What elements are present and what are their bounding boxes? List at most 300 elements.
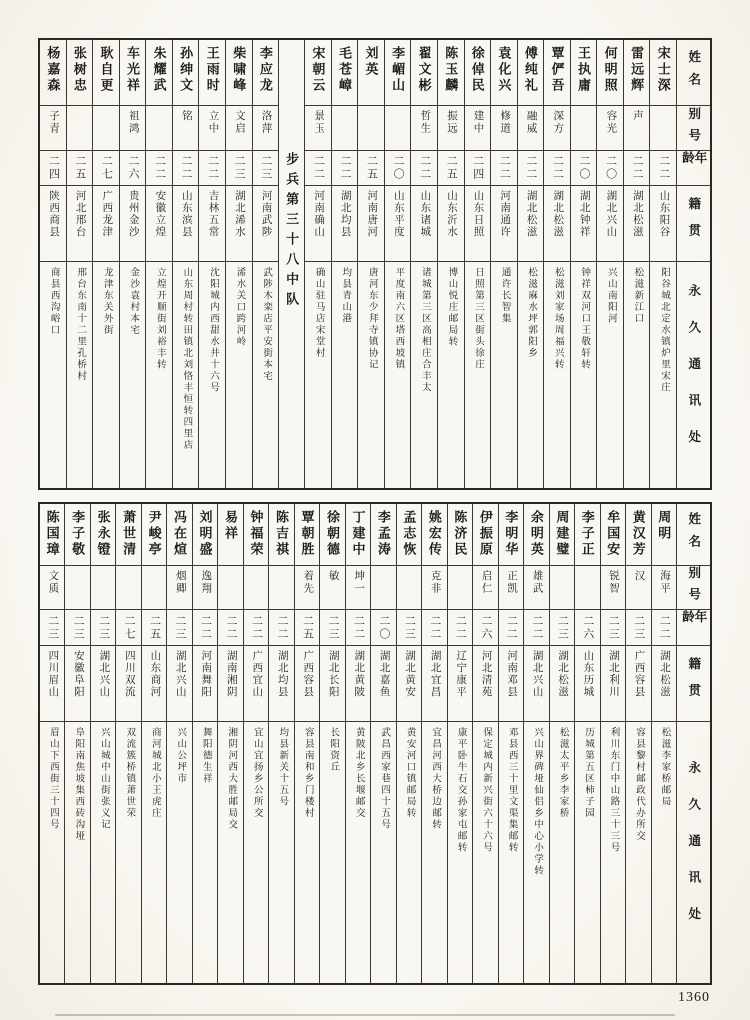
person-column: [421, 504, 446, 983]
origin-cell-text: 吉林五常: [207, 190, 219, 238]
age-cell: [358, 151, 384, 186]
age-cell-text: 二三: [403, 614, 416, 641]
origin-cell: [253, 186, 279, 262]
age-cell-text: 二二: [428, 614, 441, 641]
alias-cell: [358, 106, 384, 151]
name-cell: [269, 504, 293, 566]
address-cell-text: 兴山公坪市: [175, 727, 186, 785]
address-cell: [146, 262, 172, 488]
person-column: [649, 40, 676, 488]
age-cell: [146, 151, 172, 186]
name-cell-text: 覃朝胜: [299, 510, 315, 558]
alias-cell: [385, 106, 411, 151]
age-cell: [142, 610, 166, 646]
header-alias-label: [677, 106, 710, 151]
person-column: [304, 40, 331, 488]
age-cell: [544, 151, 570, 186]
name-cell-text: 车光祥: [125, 46, 141, 94]
address-cell: [40, 262, 66, 488]
address-cell: [601, 722, 625, 983]
origin-cell: [199, 186, 225, 262]
alias-cell: [320, 566, 344, 610]
origin-cell: [93, 186, 119, 262]
name-cell: [142, 504, 166, 566]
origin-cell: [524, 646, 548, 722]
name-cell: [173, 40, 199, 106]
alias-cell-text: 子青: [48, 110, 60, 135]
age-cell-text: 二六: [127, 155, 140, 181]
name-cell-text: 钟福荣: [248, 510, 264, 558]
header-origin-label-text: 籍贯: [686, 657, 701, 710]
address-cell-text: 松滋太平乡李家桥: [557, 727, 568, 819]
origin-cell: [465, 186, 491, 262]
address-cell-text: 湘阴河西大胜邮局交: [226, 727, 237, 831]
address-cell: [597, 262, 623, 488]
person-column: [141, 504, 166, 983]
age-cell: [575, 610, 599, 646]
age-cell: [422, 610, 446, 646]
header-origin-label-text: 籍贯: [686, 197, 701, 250]
origin-cell-text: 河南确山: [313, 190, 325, 238]
origin-cell-text: 安徽阜阳: [72, 650, 84, 698]
age-cell-text: 二二: [250, 614, 263, 641]
age-cell: [305, 151, 331, 186]
header-address-label: [677, 262, 710, 488]
age-cell-text: 二〇: [392, 155, 405, 181]
age-cell: [116, 610, 140, 646]
name-cell-text: 耿自更: [98, 46, 114, 94]
alias-cell-text: 烟卿: [174, 570, 186, 595]
age-cell: [650, 151, 676, 186]
origin-cell: [518, 186, 544, 262]
name-cell-text: 丁建中: [350, 510, 366, 558]
person-column: [410, 40, 437, 488]
name-cell-text: 傅纯礼: [522, 46, 538, 94]
origin-cell: [601, 646, 625, 722]
address-cell: [142, 722, 166, 983]
name-cell: [652, 504, 676, 566]
name-cell: [371, 504, 395, 566]
person-column: [294, 504, 319, 983]
name-cell-text: 孟志恢: [401, 510, 417, 558]
name-cell: [244, 504, 268, 566]
address-cell: [167, 722, 191, 983]
age-cell-text: 二二: [352, 614, 365, 641]
address-cell: [193, 722, 217, 983]
person-column: [225, 40, 252, 488]
alias-cell: [40, 106, 66, 151]
origin-cell: [65, 646, 89, 722]
age-cell-text: 二六: [581, 614, 594, 641]
header-name-label-text: 姓名: [686, 50, 701, 95]
address-cell: [544, 262, 570, 488]
address-cell-text: 阳谷城北定水镇炉里宋庄: [658, 267, 669, 394]
alias-cell: [142, 566, 166, 610]
alias-cell: [624, 106, 650, 151]
name-cell: [518, 40, 544, 106]
alias-cell: [218, 566, 242, 610]
name-cell-text: 王执庸: [576, 46, 592, 94]
name-cell: [465, 40, 491, 106]
person-column: [268, 504, 293, 983]
address-cell-text: 松滋新江口: [632, 267, 643, 325]
alias-cell-text: 洛萍: [260, 110, 272, 135]
name-cell-text: 宋朝云: [310, 46, 326, 94]
origin-cell-text: 河南通许: [499, 190, 511, 238]
age-cell: [40, 610, 64, 646]
person-column: [549, 504, 574, 983]
name-cell-text: 徐朝德: [324, 510, 340, 558]
origin-cell-text: 湖北宜昌: [429, 650, 441, 698]
origin-cell-text: 广西容县: [633, 650, 645, 698]
origin-cell-text: 四川双流: [123, 650, 135, 698]
name-cell-text: 雷远辉: [629, 46, 645, 94]
address-cell: [269, 722, 293, 983]
address-cell: [226, 262, 252, 488]
alias-cell: [67, 106, 93, 151]
name-cell-text: 陈济民: [452, 510, 468, 558]
alias-cell-text: 雄武: [531, 570, 543, 595]
origin-cell: [385, 186, 411, 262]
person-column: [217, 504, 242, 983]
address-cell-text: 兴山城中山街张义记: [98, 727, 109, 831]
name-cell: [358, 40, 384, 106]
person-column: [115, 504, 140, 983]
address-cell-text: 松滋刘家场周福兴转: [552, 267, 563, 371]
origin-cell-text: 贵州金沙: [127, 190, 139, 238]
name-cell: [67, 40, 93, 106]
name-cell-text: 陈吉祺: [273, 510, 289, 558]
alias-cell: [575, 566, 599, 610]
address-cell-text: 商河城北小王虎庄: [149, 727, 160, 819]
address-cell: [624, 262, 650, 488]
origin-cell-text: 广西容县: [302, 650, 314, 698]
origin-cell-text: 湖北利川: [608, 650, 620, 698]
name-cell-text: 杨嘉森: [45, 46, 61, 94]
origin-cell-text: 山东诸城: [419, 190, 431, 238]
origin-cell-text: 山东历城: [582, 650, 594, 698]
alias-cell: [167, 566, 191, 610]
origin-cell: [269, 646, 293, 722]
name-cell: [93, 40, 119, 106]
address-cell-text: 通许长智集: [499, 267, 510, 325]
person-column: [570, 40, 597, 488]
name-cell: [218, 504, 242, 566]
origin-cell: [346, 646, 370, 722]
address-cell-text: 浠水关口跨河岭: [234, 267, 245, 348]
origin-cell-text: 湖北松滋: [525, 190, 537, 238]
age-cell: [518, 151, 544, 186]
origin-cell-text: 辽宁康平: [455, 650, 467, 698]
address-cell-text: 容县黎村邮政代办所交: [634, 727, 645, 842]
name-cell: [597, 40, 623, 106]
age-cell: [269, 610, 293, 646]
origin-cell: [650, 186, 676, 262]
age-cell-text: 二二: [505, 614, 518, 641]
person-column: [331, 40, 358, 488]
age-cell: [448, 610, 472, 646]
name-cell: [422, 504, 446, 566]
address-cell: [575, 722, 599, 983]
header-name-label-text: 姓名: [686, 512, 701, 557]
header-column: [676, 40, 710, 488]
name-cell-text: 易祥: [223, 510, 239, 542]
name-cell: [91, 504, 115, 566]
origin-cell: [491, 186, 517, 262]
person-column: [145, 40, 172, 488]
header-origin-label: [677, 186, 710, 262]
address-cell: [93, 262, 119, 488]
alias-cell: [226, 106, 252, 151]
person-column: [437, 40, 464, 488]
age-cell: [91, 610, 115, 646]
person-column: [370, 504, 395, 983]
age-cell-text: 二二: [225, 614, 238, 641]
origin-cell: [422, 646, 446, 722]
person-column: [396, 504, 421, 983]
age-cell-text: 二五: [148, 614, 161, 641]
name-cell-text: 李子正: [579, 510, 595, 558]
origin-cell: [438, 186, 464, 262]
address-cell: [199, 262, 225, 488]
name-cell-text: 李孟涛: [375, 510, 391, 558]
page-number: 1360: [678, 990, 710, 1005]
name-cell: [491, 40, 517, 106]
header-alias-label-text: 别号: [686, 106, 701, 150]
age-cell-text: 二二: [498, 155, 511, 181]
name-cell: [40, 40, 66, 106]
alias-cell: [371, 566, 395, 610]
alias-cell: [91, 566, 115, 610]
name-cell-text: 刘明盛: [197, 510, 213, 558]
address-cell-text: 立煌开顺街刘裕丰转: [154, 267, 165, 371]
address-cell-text: 武陟木栾店平安街本宅: [261, 267, 272, 382]
address-cell: [67, 262, 93, 488]
age-cell-text: 二三: [326, 614, 339, 641]
address-cell: [626, 722, 650, 983]
address-cell: [550, 722, 574, 983]
age-cell: [624, 151, 650, 186]
name-cell-text: 柴啸峰: [231, 46, 247, 94]
address-cell: [116, 722, 140, 983]
alias-cell: [465, 106, 491, 151]
person-column: [464, 40, 491, 488]
person-column: [357, 40, 384, 488]
age-cell: [438, 151, 464, 186]
person-column: [172, 40, 199, 488]
name-cell: [346, 504, 370, 566]
alias-cell: [269, 566, 293, 610]
origin-cell: [193, 646, 217, 722]
person-column: [66, 40, 93, 488]
age-cell-text: 二二: [454, 614, 467, 641]
person-column: [517, 40, 544, 488]
origin-cell-text: 安徽立煌: [154, 190, 166, 238]
alias-cell-text: 文启: [234, 110, 246, 135]
address-cell-text: 历城第五区柿子园: [583, 727, 594, 819]
name-cell: [120, 40, 146, 106]
address-cell-text: 利川东门中山路三十三号: [608, 727, 619, 854]
address-cell-text: 兴山南阳河: [605, 267, 616, 325]
address-cell: [332, 262, 358, 488]
address-cell: [524, 722, 548, 983]
age-cell: [199, 151, 225, 186]
name-cell-text: 李嵋山: [390, 46, 406, 94]
alias-cell: [346, 566, 370, 610]
name-cell-text: 陈国璋: [44, 510, 60, 558]
address-cell-text: 阜阳南焦坡集西砖沟垭: [73, 727, 84, 842]
person-column: [600, 504, 625, 983]
age-cell-text: 二〇: [578, 155, 591, 181]
origin-cell-text: 湖北长阳: [327, 650, 339, 698]
age-cell: [93, 151, 119, 186]
age-cell: [295, 610, 319, 646]
address-cell: [320, 722, 344, 983]
origin-cell-text: 河南邓县: [506, 650, 518, 698]
name-cell-text: 尹峻亭: [146, 510, 162, 558]
origin-cell-text: 湖北黄陂: [353, 650, 365, 698]
age-cell: [226, 151, 252, 186]
person-column: [319, 504, 344, 983]
age-cell: [65, 610, 89, 646]
origin-cell: [397, 646, 421, 722]
alias-cell: [438, 106, 464, 151]
name-cell-text: 孙绅文: [178, 46, 194, 94]
address-cell: [173, 262, 199, 488]
name-cell-text: 伊振原: [477, 510, 493, 558]
header-column: [676, 504, 710, 983]
name-cell-text: 刘英: [363, 46, 379, 78]
age-cell-text: 二二: [530, 614, 543, 641]
scan-artifact-line: [55, 1014, 675, 1016]
address-cell-text: 眉山下西街三十四号: [47, 727, 58, 831]
origin-cell: [40, 646, 64, 722]
alias-cell: [411, 106, 437, 151]
address-cell-text: 容县南和乡门楼村: [302, 727, 313, 819]
age-cell-text: 二五: [445, 155, 458, 181]
address-cell-text: 均县青山港: [340, 267, 351, 325]
age-cell-text: 二二: [631, 155, 644, 181]
age-cell: [218, 610, 242, 646]
person-column: [543, 40, 570, 488]
alias-cell-text: 振远: [445, 110, 457, 135]
alias-cell: [65, 566, 89, 610]
name-cell: [295, 504, 319, 566]
name-cell: [397, 504, 421, 566]
age-cell-text: 二七: [123, 614, 136, 641]
header-alias-label: [677, 566, 710, 610]
address-cell-text: 邓县西三十里文渠集邮转: [506, 727, 517, 854]
person-column: [345, 504, 370, 983]
age-cell: [524, 610, 548, 646]
name-cell: [167, 504, 191, 566]
age-cell-text: 二二: [657, 155, 670, 181]
alias-cell: [305, 106, 331, 151]
age-cell: [465, 151, 491, 186]
person-column: [243, 504, 268, 983]
person-column: [40, 40, 66, 488]
origin-cell: [167, 646, 191, 722]
alias-cell-text: 祖鸿: [127, 110, 139, 135]
origin-cell: [473, 646, 497, 722]
person-column: [198, 40, 225, 488]
origin-cell-text: 湖北钟祥: [578, 190, 590, 238]
person-column: [92, 40, 119, 488]
age-cell-text: 二三: [607, 614, 620, 641]
alias-cell-text: 坤一: [353, 570, 365, 595]
header-age-label: [677, 151, 710, 186]
origin-cell-text: 湖北松滋: [557, 650, 569, 698]
name-cell-text: 徐倬民: [469, 46, 485, 94]
age-cell-text: 二〇: [604, 155, 617, 181]
person-column: [523, 504, 548, 983]
age-cell-text: 二二: [418, 155, 431, 181]
origin-cell-text: 湖北均县: [339, 190, 351, 238]
alias-cell: [332, 106, 358, 151]
origin-cell: [305, 186, 331, 262]
origin-cell: [226, 186, 252, 262]
origin-cell: [40, 186, 66, 262]
unit-divider-column: [278, 40, 304, 488]
address-cell: [491, 262, 517, 488]
person-column: [596, 40, 623, 488]
origin-cell: [332, 186, 358, 262]
address-cell-text: 康平卧牛石交孙家屯邮转: [455, 727, 466, 854]
person-column: [119, 40, 146, 488]
alias-cell-text: 文质: [47, 570, 59, 595]
alias-cell-text: 启仁: [480, 570, 492, 595]
address-cell-text: 山东周村转田镇北刘恪丰恒转四里店: [181, 267, 192, 451]
alias-cell-text: 锐智: [608, 570, 620, 595]
alias-cell: [518, 106, 544, 151]
name-cell-text: 冯在煊: [172, 510, 188, 558]
person-column: [447, 504, 472, 983]
name-cell: [193, 504, 217, 566]
age-cell: [397, 610, 421, 646]
age-cell-text: 二五: [365, 155, 378, 181]
name-cell-text: 覃俨吾: [549, 46, 565, 94]
name-cell: [448, 504, 472, 566]
name-cell: [199, 40, 225, 106]
origin-cell: [320, 646, 344, 722]
origin-cell: [544, 186, 570, 262]
header-origin-label: [677, 646, 710, 722]
person-column: [90, 504, 115, 983]
age-cell: [320, 610, 344, 646]
name-cell: [320, 504, 344, 566]
address-cell-text: 双流簇桥镇萧世荣: [124, 727, 135, 819]
address-cell: [346, 722, 370, 983]
origin-cell: [571, 186, 597, 262]
origin-cell-text: 湖北均县: [276, 650, 288, 698]
origin-cell-text: 湖南湘阴: [225, 650, 237, 698]
alias-cell: [146, 106, 172, 151]
name-cell-text: 翟文彬: [416, 46, 432, 94]
origin-cell: [358, 186, 384, 262]
age-cell-text: 二二: [199, 614, 212, 641]
person-column: [252, 40, 279, 488]
name-cell: [499, 504, 523, 566]
origin-cell: [295, 646, 319, 722]
name-cell-text: 张树忠: [71, 46, 87, 94]
address-cell: [411, 262, 437, 488]
age-cell: [601, 610, 625, 646]
age-cell: [346, 610, 370, 646]
origin-cell: [626, 646, 650, 722]
address-cell: [465, 262, 491, 488]
roster-table-top: [38, 38, 712, 490]
origin-cell: [448, 646, 472, 722]
